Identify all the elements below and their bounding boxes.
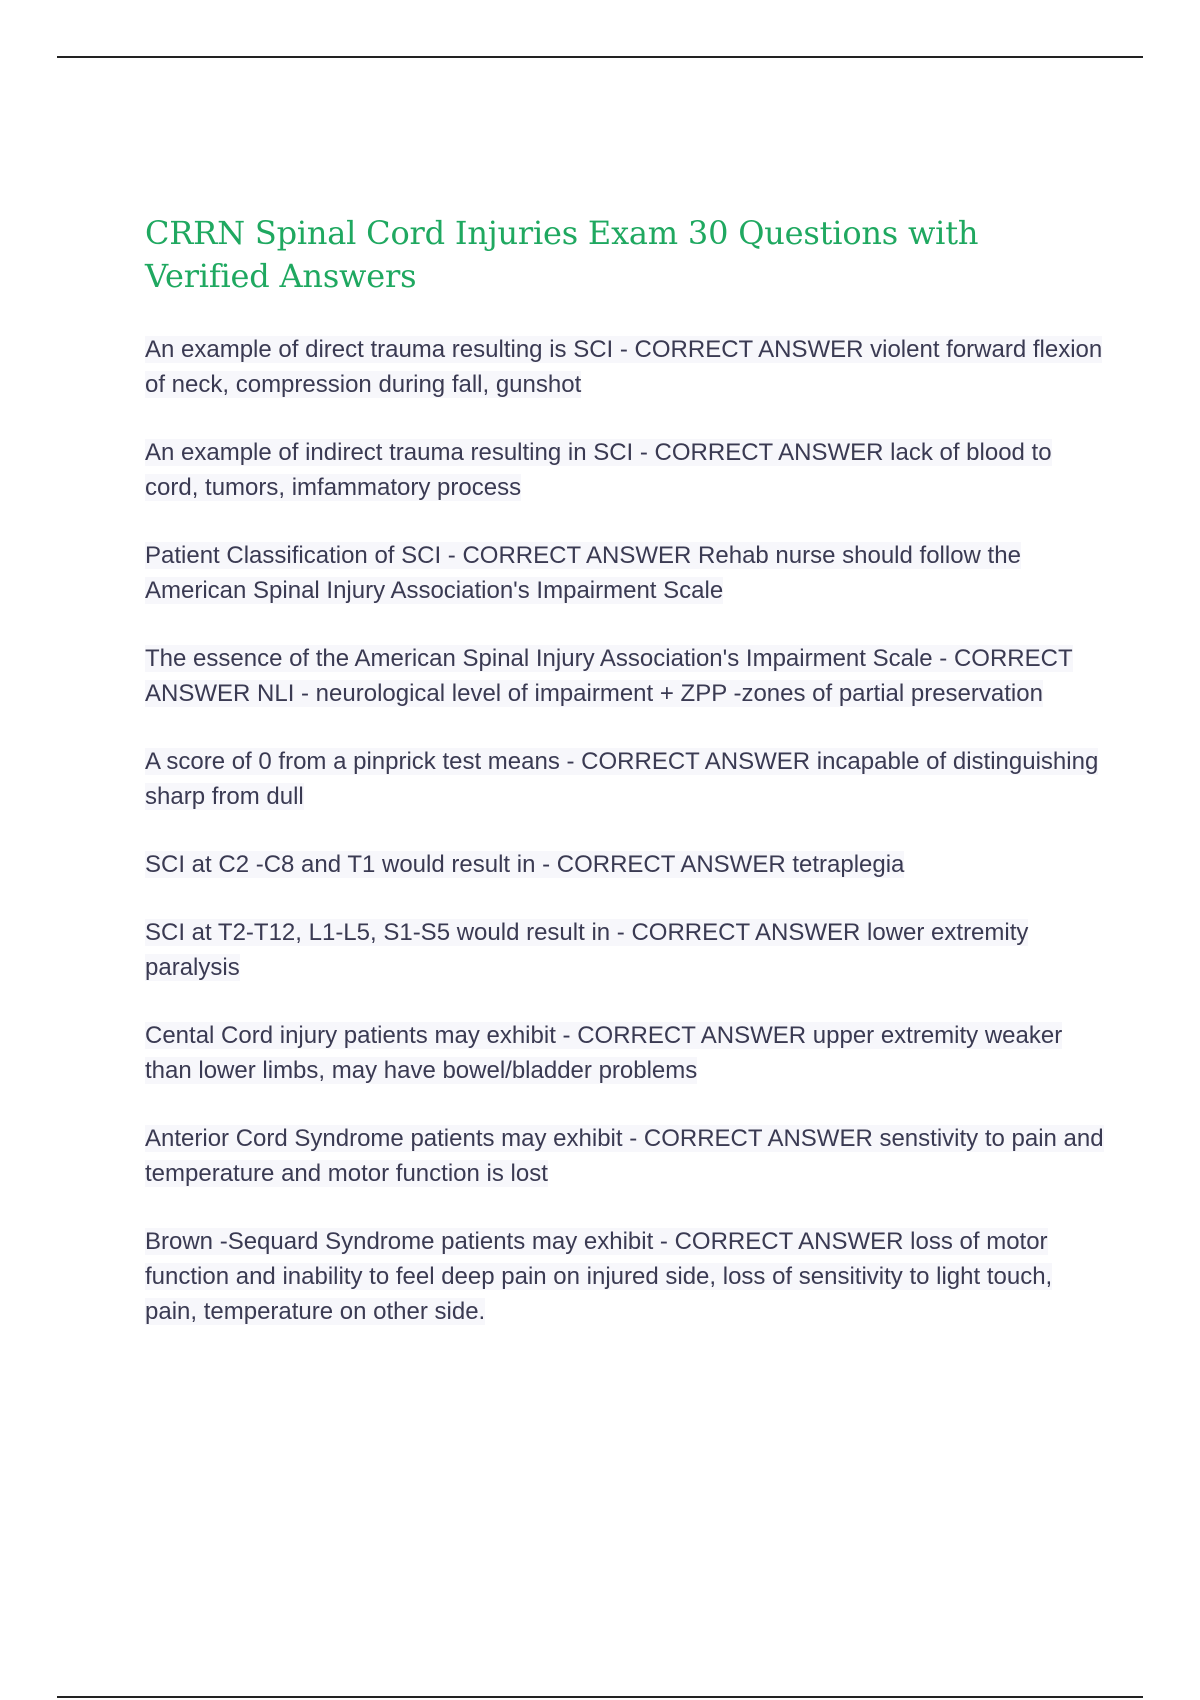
qa-item xyxy=(145,1224,1105,1329)
top-rule xyxy=(57,56,1143,58)
qa-text: Anterior Cord Syndrome patients may exhibit - CORRECT ANSWER senstivity to pain and temperature and motor function is lost xyxy=(145,1125,1104,1187)
document-title: CRRN Spinal Cord Injuries Exam 30 Questions with Verified Answers xyxy=(145,214,979,295)
qa-item xyxy=(145,1018,1105,1088)
qa-item xyxy=(145,332,1105,402)
qa-text: The essence of the American Spinal Injury Association's Impairment Scale - CORRECT ANSWER NLI - neurological level of impairment + ZPP -zones of partial preservation xyxy=(145,645,1073,707)
qa-text: SCI at C2 -C8 and T1 would result in - CORRECT ANSWER tetraplegia xyxy=(145,851,905,878)
qa-text: Cental Cord injury patients may exhibit - CORRECT ANSWER upper extremity weaker than lower limbs, may have bowel/bladder problems xyxy=(145,1022,1063,1084)
qa-item xyxy=(145,538,1105,608)
bottom-rule xyxy=(57,1696,1143,1698)
qa-item xyxy=(145,847,1105,882)
qa-text: Brown -Sequard Syndrome patients may exhibit - CORRECT ANSWER loss of motor function and inability to feel deep pain on injured side, loss of sensitivity to light touch, pain, temperature on other side. xyxy=(145,1228,1053,1325)
qa-list xyxy=(145,332,1105,1329)
qa-text: Patient Classification of SCI - CORRECT ANSWER Rehab nurse should follow the American Spinal Injury Association's Impairment Scale xyxy=(145,542,1021,604)
qa-item xyxy=(145,1121,1105,1191)
qa-text: An example of indirect trauma resulting in SCI - CORRECT ANSWER lack of blood to cord, tumors, imfammatory process xyxy=(145,439,1052,501)
qa-item xyxy=(145,641,1105,711)
qa-text: A score of 0 from a pinprick test means - CORRECT ANSWER incapable of distinguishing sharp from dull xyxy=(145,748,1099,810)
qa-item xyxy=(145,915,1105,985)
qa-item xyxy=(145,435,1105,505)
qa-item xyxy=(145,744,1105,814)
document-body xyxy=(145,212,1105,1362)
qa-text: SCI at T2-T12, L1-L5, S1-S5 would result in - CORRECT ANSWER lower extremity paralysis xyxy=(145,919,1029,981)
qa-text: An example of direct trauma resulting is SCI - CORRECT ANSWER violent forward flexion of neck, compression during fall, gunshot xyxy=(145,336,1103,398)
